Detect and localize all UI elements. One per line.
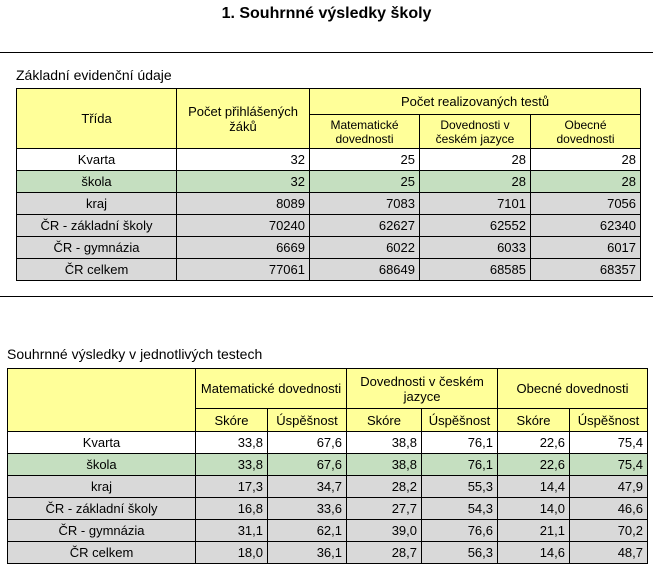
registration-table bbox=[16, 88, 641, 281]
cell: 62340 bbox=[531, 215, 641, 237]
cell: 28,2 bbox=[347, 476, 422, 498]
cell: 47,9 bbox=[570, 476, 648, 498]
cell: 34,7 bbox=[268, 476, 347, 498]
cell: 22,6 bbox=[498, 454, 570, 476]
table-row bbox=[8, 520, 648, 542]
sub-header-mat: Matematické dovednosti bbox=[310, 115, 420, 149]
cell: 76,1 bbox=[422, 454, 498, 476]
row-label: ČR - základní školy bbox=[8, 498, 196, 520]
cell: 70240 bbox=[177, 215, 310, 237]
cell: 25 bbox=[310, 171, 420, 193]
row-label: kraj bbox=[8, 476, 196, 498]
cell: 48,7 bbox=[570, 542, 648, 564]
table-row bbox=[8, 432, 648, 454]
results-corner-cell bbox=[8, 369, 196, 432]
table-row bbox=[8, 498, 648, 520]
table1-caption: Základní evidenční údaje bbox=[16, 67, 172, 83]
cell: 8089 bbox=[177, 193, 310, 215]
cell: 77061 bbox=[177, 259, 310, 281]
cell: 28 bbox=[531, 149, 641, 171]
col-header-tests: Počet realizovaných testů bbox=[310, 89, 641, 115]
cell: 28 bbox=[420, 171, 531, 193]
cell: 27,7 bbox=[347, 498, 422, 520]
row-label: kraj bbox=[17, 193, 177, 215]
cell: 70,2 bbox=[570, 520, 648, 542]
cell: 56,3 bbox=[422, 542, 498, 564]
row-label: ČR - základní školy bbox=[17, 215, 177, 237]
cell: 7101 bbox=[420, 193, 531, 215]
cell: 6033 bbox=[420, 237, 531, 259]
row-label: Kvarta bbox=[8, 432, 196, 454]
cell: 7083 bbox=[310, 193, 420, 215]
cell: 32 bbox=[177, 149, 310, 171]
cell: 67,6 bbox=[268, 454, 347, 476]
page-title: 1. Souhrnné výsledky školy bbox=[221, 5, 432, 22]
row-label: Kvarta bbox=[17, 149, 177, 171]
row-label: škola bbox=[8, 454, 196, 476]
cell: 31,1 bbox=[196, 520, 268, 542]
cell: 38,8 bbox=[347, 454, 422, 476]
row-label: ČR - gymnázia bbox=[17, 237, 177, 259]
cell: 18,0 bbox=[196, 542, 268, 564]
table2-caption: Souhrnné výsledky v jednotlivých testech bbox=[7, 346, 263, 362]
row-label: škola bbox=[17, 171, 177, 193]
cell: 22,6 bbox=[498, 432, 570, 454]
cell: 32 bbox=[177, 171, 310, 193]
cell: 28 bbox=[420, 149, 531, 171]
cell: 33,8 bbox=[196, 454, 268, 476]
cell: 76,1 bbox=[422, 432, 498, 454]
cell: 38,8 bbox=[347, 432, 422, 454]
cell: 6022 bbox=[310, 237, 420, 259]
col-header-pocet: Počet přihlášených žáků bbox=[177, 89, 310, 149]
cell: 17,3 bbox=[196, 476, 268, 498]
col-header-skore: Skóre bbox=[347, 409, 422, 432]
cell: 36,1 bbox=[268, 542, 347, 564]
col-header-uspesnost: Úspěšnost bbox=[268, 409, 347, 432]
col-header-uspesnost: Úspěšnost bbox=[570, 409, 648, 432]
cell: 68585 bbox=[420, 259, 531, 281]
sub-header-cj: Dovednosti v českém jazyce bbox=[420, 115, 531, 149]
cell: 39,0 bbox=[347, 520, 422, 542]
cell: 6669 bbox=[177, 237, 310, 259]
group-header-ob: Obecné dovednosti bbox=[498, 369, 648, 409]
cell: 7056 bbox=[531, 193, 641, 215]
cell: 21,1 bbox=[498, 520, 570, 542]
cell: 76,6 bbox=[422, 520, 498, 542]
divider-top bbox=[0, 52, 653, 53]
divider-middle bbox=[0, 296, 653, 297]
col-header-trida: Třída bbox=[17, 89, 177, 149]
cell: 14,6 bbox=[498, 542, 570, 564]
table-row bbox=[8, 454, 648, 476]
cell: 14,0 bbox=[498, 498, 570, 520]
table-row bbox=[17, 171, 641, 193]
cell: 55,3 bbox=[422, 476, 498, 498]
table-row bbox=[17, 237, 641, 259]
col-header-uspesnost: Úspěšnost bbox=[422, 409, 498, 432]
cell: 33,6 bbox=[268, 498, 347, 520]
row-label: ČR celkem bbox=[17, 259, 177, 281]
cell: 28 bbox=[531, 171, 641, 193]
table-row bbox=[17, 259, 641, 281]
cell: 25 bbox=[310, 149, 420, 171]
cell: 62552 bbox=[420, 215, 531, 237]
col-header-skore: Skóre bbox=[498, 409, 570, 432]
cell: 28,7 bbox=[347, 542, 422, 564]
table-row bbox=[17, 149, 641, 171]
cell: 33,8 bbox=[196, 432, 268, 454]
cell: 6017 bbox=[531, 237, 641, 259]
cell: 68357 bbox=[531, 259, 641, 281]
cell: 14,4 bbox=[498, 476, 570, 498]
cell: 62,1 bbox=[268, 520, 347, 542]
row-label: ČR - gymnázia bbox=[8, 520, 196, 542]
cell: 68649 bbox=[310, 259, 420, 281]
cell: 54,3 bbox=[422, 498, 498, 520]
group-header-cj: Dovednosti v českém jazyce bbox=[347, 369, 498, 409]
table-row bbox=[8, 476, 648, 498]
results-table bbox=[7, 368, 648, 564]
sub-header-ob: Obecné dovednosti bbox=[531, 115, 641, 149]
col-header-skore: Skóre bbox=[196, 409, 268, 432]
group-header-mat: Matematické dovednosti bbox=[196, 369, 347, 409]
cell: 75,4 bbox=[570, 454, 648, 476]
cell: 46,6 bbox=[570, 498, 648, 520]
table-row bbox=[17, 215, 641, 237]
cell: 16,8 bbox=[196, 498, 268, 520]
table-row bbox=[8, 542, 648, 564]
cell: 67,6 bbox=[268, 432, 347, 454]
cell: 62627 bbox=[310, 215, 420, 237]
cell: 75,4 bbox=[570, 432, 648, 454]
row-label: ČR celkem bbox=[8, 542, 196, 564]
table-row bbox=[17, 193, 641, 215]
